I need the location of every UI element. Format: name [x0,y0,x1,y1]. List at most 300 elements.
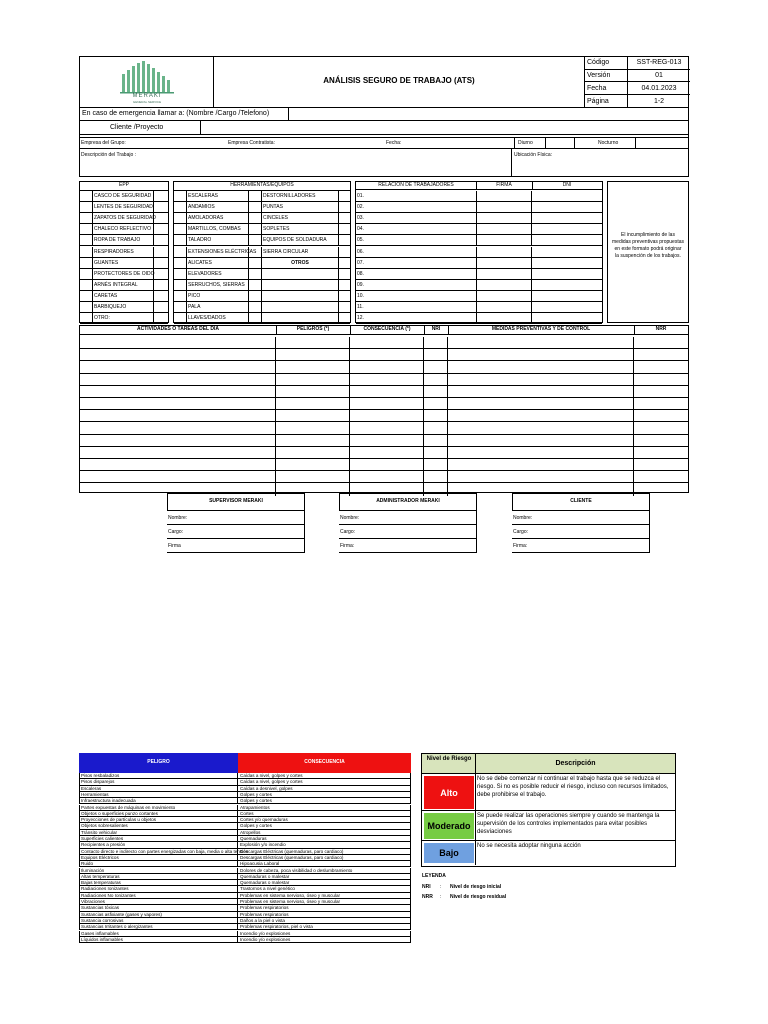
risk-level-cell [424,843,474,863]
tools-row [174,258,350,269]
hazard-peligro: Superficies calientes [81,836,238,842]
workers-table [355,181,603,323]
worker-firma-cell[interactable] [476,291,532,301]
activity-cell[interactable] [80,374,276,386]
epp-checkbox[interactable] [155,224,168,234]
signature-firma-field[interactable] [339,539,477,553]
signature-cargo-field[interactable] [339,525,477,539]
activity-cell[interactable] [424,374,448,386]
tools-row [174,291,350,302]
divider [448,326,449,335]
activity-cell[interactable] [448,349,634,361]
activity-cell[interactable] [634,349,688,361]
activity-cell[interactable] [448,361,634,373]
legend [422,874,622,904]
hazard-peligro: Vibraciones [81,899,238,905]
tool-checkbox[interactable] [338,313,350,323]
nri-header: NRI [431,326,441,332]
activity-cell[interactable] [424,459,448,471]
meta-value: 1-2 [653,97,665,105]
hazard-consecuencia: Dolores de cabeza, poca visibilidad o deslumbramiento [240,867,353,873]
worker-number: 03. [357,215,364,222]
risk-description: No se debe comenzar ni continuar el trabajo hasta que se reduzca el riesgo. Si no es posible reducir el riesgo, incluso con recursos limitados, debe prohibirse el trabajo. [477,776,669,798]
activity-cell[interactable] [350,410,424,422]
signature-firma-field[interactable] [167,539,305,553]
hazard-consecuencia: Caídas a nivel, golpes y cortes [240,773,303,778]
activity-cell[interactable] [448,386,634,398]
logo [118,60,176,104]
worker-number: 04. [357,226,364,233]
epp-item-label: ROPA DE TRABAJO [92,235,154,245]
activity-cell[interactable] [448,435,634,447]
nocturno-label: Nocturno [598,140,619,146]
logo-cell [80,57,214,107]
logo-subtitle: GENERAL SERVICE [132,100,162,104]
activity-cell[interactable] [276,447,350,459]
signature-title: CLIENTE [570,498,592,504]
logo-name: MERAKI [132,93,162,99]
signature-nombre-field[interactable] [339,511,477,525]
activity-row [80,398,688,410]
signature-block [339,493,477,555]
hazard-consecuencia: Cortes [240,810,254,816]
activity-cell[interactable] [424,361,448,373]
epp-checkbox[interactable] [155,213,168,223]
hazard-consecuencia: Hipoacusia Laboral [240,861,280,867]
tool-checkbox[interactable] [338,302,350,312]
worker-firma-cell[interactable] [476,313,532,323]
legend-abbr: NRR [422,894,433,900]
meta-label: Código [585,57,628,69]
tool-item-label: EQUIPOS DE SOLDADURA [263,237,327,244]
hazard-peligro: Ruido [81,861,238,867]
hazard-consecuencia: Problemas en sistema nervioso, óseo y muscular [240,899,341,904]
tool-item-label: MARTILLOS, COMBAS [186,224,246,234]
tools-row [174,202,350,213]
activities-header [80,326,688,335]
risk-table [421,753,676,867]
worker-dni-cell[interactable] [533,235,602,245]
tools-title: HERRAMIENTAS/EQUIPOS [174,182,350,191]
emergency-row [79,107,689,121]
tool-checkbox[interactable] [248,291,262,301]
activity-cell[interactable] [634,459,688,471]
epp-row [80,247,168,258]
worker-number: 06. [357,248,364,255]
tool-checkbox[interactable] [338,213,350,223]
nocturno-checkbox[interactable] [635,138,688,148]
meta-label: Página [585,95,628,107]
activity-cell[interactable] [448,459,634,471]
epp-item-label: ZAPATOS DE SEGURIDAD [92,213,154,223]
worker-dni-cell[interactable] [533,258,602,268]
worker-firma-cell[interactable] [476,213,532,223]
tool-checkbox[interactable] [338,235,350,245]
worker-firma-cell[interactable] [476,202,532,212]
activity-row [80,422,688,434]
empresa-contratista-label: Empresa Contratista: [228,140,275,146]
divider [424,326,425,335]
activity-cell[interactable] [80,422,276,434]
tool-checkbox[interactable] [248,269,262,279]
activity-cell[interactable] [276,337,350,349]
tool-checkbox[interactable] [248,235,262,245]
activity-cell[interactable] [350,422,424,434]
diurno-checkbox[interactable] [545,138,575,148]
activity-cell[interactable] [424,398,448,410]
activity-cell[interactable] [424,410,448,422]
signature-nombre-label: Nombre: [340,515,360,521]
activity-cell[interactable] [350,471,424,483]
tool-checkbox[interactable] [248,258,262,268]
epp-row [80,191,168,202]
epp-checkbox[interactable] [155,191,168,201]
tool-checkbox[interactable] [248,213,262,223]
hazard-peligro: Sustancias tóxicas [81,905,238,911]
worker-firma-cell[interactable] [476,258,532,268]
epp-checkbox[interactable] [155,258,168,268]
activity-cell[interactable] [634,398,688,410]
worker-firma-cell[interactable] [476,269,532,279]
risk-level-label: Moderado [427,821,471,831]
epp-item-label: BARBIQUEJO [92,302,154,312]
activity-cell[interactable] [448,398,634,410]
activity-cell[interactable] [424,422,448,434]
epp-item-label: ARNÉS INTEGRAL [92,280,154,290]
activity-cell[interactable] [276,422,350,434]
activity-cell[interactable] [276,349,350,361]
epp-checkbox[interactable] [155,302,168,312]
hazard-consecuencia: Problemas respiratorios, piel o vista [240,924,313,930]
hazard-consecuencia: Quemaduras [240,836,267,841]
worker-row [356,269,602,280]
activity-row [80,435,688,447]
hazard-row [79,937,411,943]
worker-row [356,235,602,246]
worker-firma-cell[interactable] [476,224,532,234]
activity-cell[interactable] [350,459,424,471]
epp-row [80,313,168,324]
hazard-consecuencia: Descargas Eléctricas (quemaduras, paro cardiaco) [240,848,344,854]
legend-abbr: NRI [422,884,431,890]
epp-checkbox[interactable] [155,247,168,257]
signature-title: ADMINISTRADOR MERAKI [376,498,440,504]
emergency-input[interactable] [288,107,688,120]
epp-checkbox[interactable] [155,202,168,212]
activity-cell[interactable] [276,471,350,483]
tool-checkbox[interactable] [248,280,262,290]
hazard-consecuencia: Quemaduras o malestar [240,873,290,879]
worker-dni-cell[interactable] [533,213,602,223]
epp-row [80,213,168,224]
worker-firma-cell[interactable] [476,235,532,245]
hazard-peligro: Pisos resbaladizos [81,773,238,779]
tools-row [174,269,350,280]
activity-row [80,349,688,361]
tool-checkbox[interactable] [338,224,350,234]
tools-row [174,280,350,291]
hazard-peligro: Contacto directo e indirecto con partes energizadas con baja, media o alta tensión [81,848,249,854]
worker-row [356,224,602,235]
signature-nombre-label: Nombre: [513,515,533,521]
activity-cell[interactable] [350,361,424,373]
hazard-consecuencia: Problemas respiratorios [240,905,289,911]
worker-firma-cell[interactable] [476,247,532,257]
workers-title: RELACIÓN DE TRABAJADORES [378,182,454,188]
tools-row [174,302,350,313]
hazard-consecuencia: Caídas a nivel, golpes y cortes [240,779,303,785]
hazard-peligro: Infraestructura inadecuada [81,798,238,804]
epp-checkbox[interactable] [155,280,168,290]
worker-number: 10. [357,292,364,299]
epp-table [79,181,169,323]
divider [634,326,635,335]
activity-cell[interactable] [276,374,350,386]
activity-cell[interactable] [424,386,448,398]
consecuencia-header-label: CONSECUENCIA [304,759,345,765]
peligros-header: PELIGROS (*) [296,326,330,332]
legend-desc: Nivel de riesgo residual [450,894,507,900]
worker-row [356,302,602,313]
activity-cell[interactable] [350,374,424,386]
tool-checkbox[interactable] [248,202,262,212]
hazard-peligro: Herramientas [81,792,238,798]
epp-checkbox[interactable] [155,291,168,301]
signature-block [167,493,305,555]
tool-checkbox[interactable] [248,313,262,323]
activity-cell[interactable] [424,337,448,349]
activity-cell[interactable] [276,398,350,410]
note-text: El incumplimiento de las medidas preventivas propuestas en este formato podrá originar la suspención de los trabajos. [612,232,684,259]
worker-dni-cell[interactable] [533,269,602,279]
activity-cell[interactable] [80,398,276,410]
tool-checkbox[interactable] [338,202,350,212]
hazard-consecuencia: Incendio y/o explosiones [240,936,291,942]
activity-cell[interactable] [350,349,424,361]
activity-cell[interactable] [634,410,688,422]
tool-item-label [262,280,337,290]
worker-firma-cell[interactable] [476,302,532,312]
signature-firma-label: Firma [168,543,181,549]
epp-row [80,280,168,291]
worker-dni-cell[interactable] [533,291,602,301]
activity-row [80,459,688,471]
risk-row [422,811,675,841]
epp-row [80,269,168,280]
activity-cell[interactable] [350,337,424,349]
descripcion-label: Descripción del Trabajo : [81,152,137,158]
epp-title: EPP [80,182,168,191]
tool-checkbox[interactable] [338,269,350,279]
activity-row [80,374,688,386]
activity-cell[interactable] [634,447,688,459]
medidas-header: MEDIDAS PREVENTIVAS Y DE CONTROL [491,326,591,332]
signature-header [167,493,305,511]
epp-checkbox[interactable] [155,313,168,323]
peligro-header-label: PELIGRO [147,759,170,765]
consecuencia-header: CONSECUENCIA (*) [363,326,411,332]
worker-row [356,191,602,202]
epp-checkbox[interactable] [155,269,168,279]
tool-checkbox[interactable] [338,191,350,201]
activity-row [80,361,688,373]
activity-cell[interactable] [634,422,688,434]
worker-number: 12. [357,315,364,322]
worker-firma-cell[interactable] [476,280,532,290]
worker-dni-cell[interactable] [533,280,602,290]
activity-cell[interactable] [424,349,448,361]
activity-cell[interactable] [276,459,350,471]
signature-cargo-label: Cargo: [513,529,529,535]
activity-cell[interactable] [634,337,688,349]
epp-checkbox[interactable] [155,235,168,245]
hazard-consecuencia: Daños a la piel o vista [240,917,285,923]
epp-row [80,235,168,246]
activity-cell[interactable] [276,361,350,373]
activity-cell[interactable] [424,471,448,483]
epp-item-label: LENTES DE SEGURIDAD [92,202,154,212]
activity-cell[interactable] [80,337,276,349]
meta-table [585,57,690,107]
meta-value: 04.01.2023 [628,82,691,95]
tools-row [174,224,350,235]
tools-row [174,235,350,246]
signature-cargo-field[interactable] [167,525,305,539]
legend-sep: : [440,885,442,890]
tool-checkbox[interactable] [248,224,262,234]
tool-checkbox[interactable] [338,280,350,290]
legend-sep: : [440,895,442,900]
legend-title: LEYENDA [422,873,446,879]
activity-cell[interactable] [350,447,424,459]
worker-dni-cell[interactable] [533,202,602,212]
signature-nombre-field[interactable] [167,511,305,525]
activity-cell[interactable] [350,398,424,410]
signature-cargo-label: Cargo: [168,529,184,535]
tool-checkbox[interactable] [248,191,262,201]
worker-number: 08. [357,270,364,277]
worker-dni-cell[interactable] [533,191,602,201]
activity-cell[interactable] [448,337,634,349]
client-input[interactable] [200,121,688,134]
activity-cell[interactable] [80,459,276,471]
activity-cell[interactable] [80,386,276,398]
signature-cargo-field[interactable] [512,525,650,539]
worker-row [356,291,602,302]
risk-level-label: Alto [440,787,458,798]
activity-cell[interactable] [80,361,276,373]
signature-header [512,493,650,511]
hazard-peligro: Sustancias Irritantes o alergizantes [81,924,238,930]
activity-cell[interactable] [424,435,448,447]
activity-cell[interactable] [634,471,688,483]
activity-cell[interactable] [80,471,276,483]
tools-table [173,181,351,323]
workers-header [356,182,602,190]
epp-item-label: CASCO DE SEGURIDAD [92,191,154,201]
signature-firma-label: Firma: [513,543,528,549]
hazard-peligro: Bajas temperaturas [81,880,238,886]
tool-item-label: ESCALERAS [186,191,246,201]
activity-cell[interactable] [448,410,634,422]
activity-cell[interactable] [634,361,688,373]
meta-row [585,57,690,69]
meta-block [584,57,689,107]
worker-firma-cell[interactable] [476,191,532,201]
signature-nombre-field[interactable] [512,511,650,525]
signature-firma-field[interactable] [512,539,650,553]
activity-row [80,447,688,459]
activity-cell[interactable] [276,435,350,447]
hazard-consecuencia: Descargas Eléctricas (quemaduras, paro cardiaco) [240,854,344,860]
epp-row [80,202,168,213]
worker-row [356,213,602,224]
activity-cell[interactable] [80,447,276,459]
worker-number: 02. [357,204,364,211]
activity-cell[interactable] [448,374,634,386]
activity-cell[interactable] [634,374,688,386]
divider [514,138,515,148]
risk-header-nivel [422,754,476,774]
activity-cell[interactable] [634,386,688,398]
signature-nombre-label: Nombre: [168,515,188,521]
worker-row [356,247,602,258]
epp-item-label: PROTECTORES DE OIDO [92,269,154,279]
tool-checkbox[interactable] [338,247,350,257]
tool-checkbox[interactable] [248,247,262,257]
tool-item-label: PUNTAS [263,204,283,211]
activity-cell[interactable] [350,386,424,398]
tool-item-label [262,269,337,279]
activity-cell[interactable] [80,410,276,422]
tool-checkbox[interactable] [338,258,350,268]
hazard-consecuencia: Golpes y cortes [240,823,272,829]
tool-item-label: ALICATES [186,258,246,268]
building-logo-icon [118,60,176,94]
epp-row [80,224,168,235]
activity-cell[interactable] [448,422,634,434]
risk-level-cell [424,776,474,809]
activity-cell[interactable] [448,447,634,459]
activity-cell[interactable] [424,447,448,459]
worker-number: 01. [357,193,364,199]
activity-cell[interactable] [448,471,634,483]
worker-dni-cell[interactable] [533,247,602,257]
activity-cell[interactable] [80,435,276,447]
tool-item-label: DESTORNILLADORES [263,193,316,199]
tool-checkbox[interactable] [338,291,350,301]
epp-item-label: CARETAS [92,291,154,301]
worker-dni-cell[interactable] [533,302,602,312]
activity-cell[interactable] [80,349,276,361]
activity-cell[interactable] [276,410,350,422]
activity-cell[interactable] [350,435,424,447]
divider [511,149,512,176]
actividades-header: ACTIVIDADES O TAREAS DEL DÍA [136,326,220,332]
activity-cell[interactable] [276,386,350,398]
worker-dni-cell[interactable] [533,224,602,234]
tool-item-label: TALADRO [186,235,246,245]
worker-dni-cell[interactable] [533,313,602,323]
tool-checkbox[interactable] [248,302,262,312]
hazard-consecuencia: Problemas respiratorios [240,911,289,917]
epp-item-label: RESPIRADORES [92,247,154,257]
signature-title: SUPERVISOR MERAKI [209,498,263,504]
hazard-peligro: Radiaciones No Ionizantes [81,893,238,899]
signature-block [512,493,650,555]
tool-item-label: CINCELES [263,215,289,222]
activity-cell[interactable] [634,435,688,447]
